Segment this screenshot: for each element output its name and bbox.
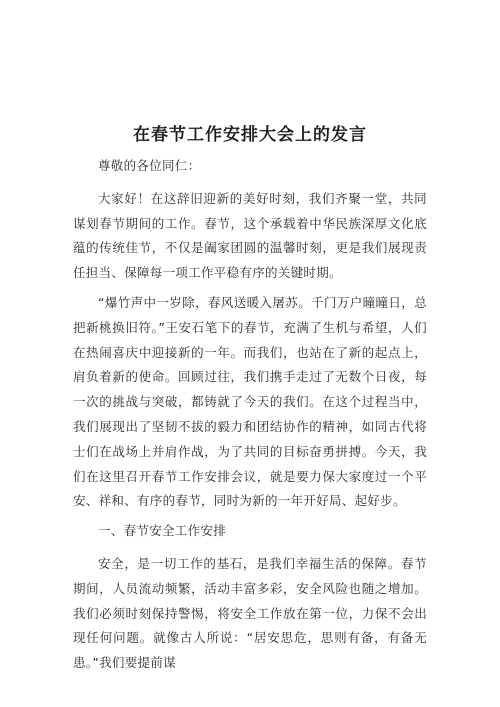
section-paragraph: 安全，是一切工作的基石，是我们幸福生活的保障。春节期间，人员流动频繁，活动丰富多彩，安全风险也随之增加。我们必须时刻保持警惕，将安全工作放在第一位，力保不会出现任何问题。就像古人所说：“居安思危，思则有备，有备无患。”我们要提前谋 <box>73 555 427 671</box>
document-title: 在春节工作安排大会上的发言 <box>133 125 367 145</box>
section-heading: 一、春节安全工作安排 <box>98 523 227 539</box>
document-body <box>73 154 427 681</box>
paragraph-opening: 大家好！在这辞旧迎新的美好时刻，我们齐聚一堂，共同谋划春节期间的工作。春节，这个承载着中华民族深厚文化底蕴的传统佳节，不仅是阖家团圆的温馨时刻，更是我们展现责任担当、保障每一项工作平稳有序的关键时期。 <box>73 190 427 281</box>
paragraph-poem: “爆竹声中一岁除，春风送暖入屠苏。千门万户曈曈日，总把新桃换旧符。”王安石笔下的春节，充满了生机与希望，人们在热闹喜庆中迎接新的一年。而我们，也站在了新的起点上，肩负着新的使命。回顾过往，我们携手走过了无数个日夜，每一次的挑战与突破，都铸就了今天的我们。在这个过程当中，我们展现出了坚韧不拔的毅力和团结协作的精神，如同古代将士们在战场上并肩作战，为了共同的目标奋勇拼搏。今天，我们在这里召开春节工作安排会议，就是要力保大家度过一个平安、祥和、有序的春节，同时为新的一年开好局、起好步。 <box>73 294 427 509</box>
salutation: 尊敬的各位同仁： <box>98 158 201 173</box>
